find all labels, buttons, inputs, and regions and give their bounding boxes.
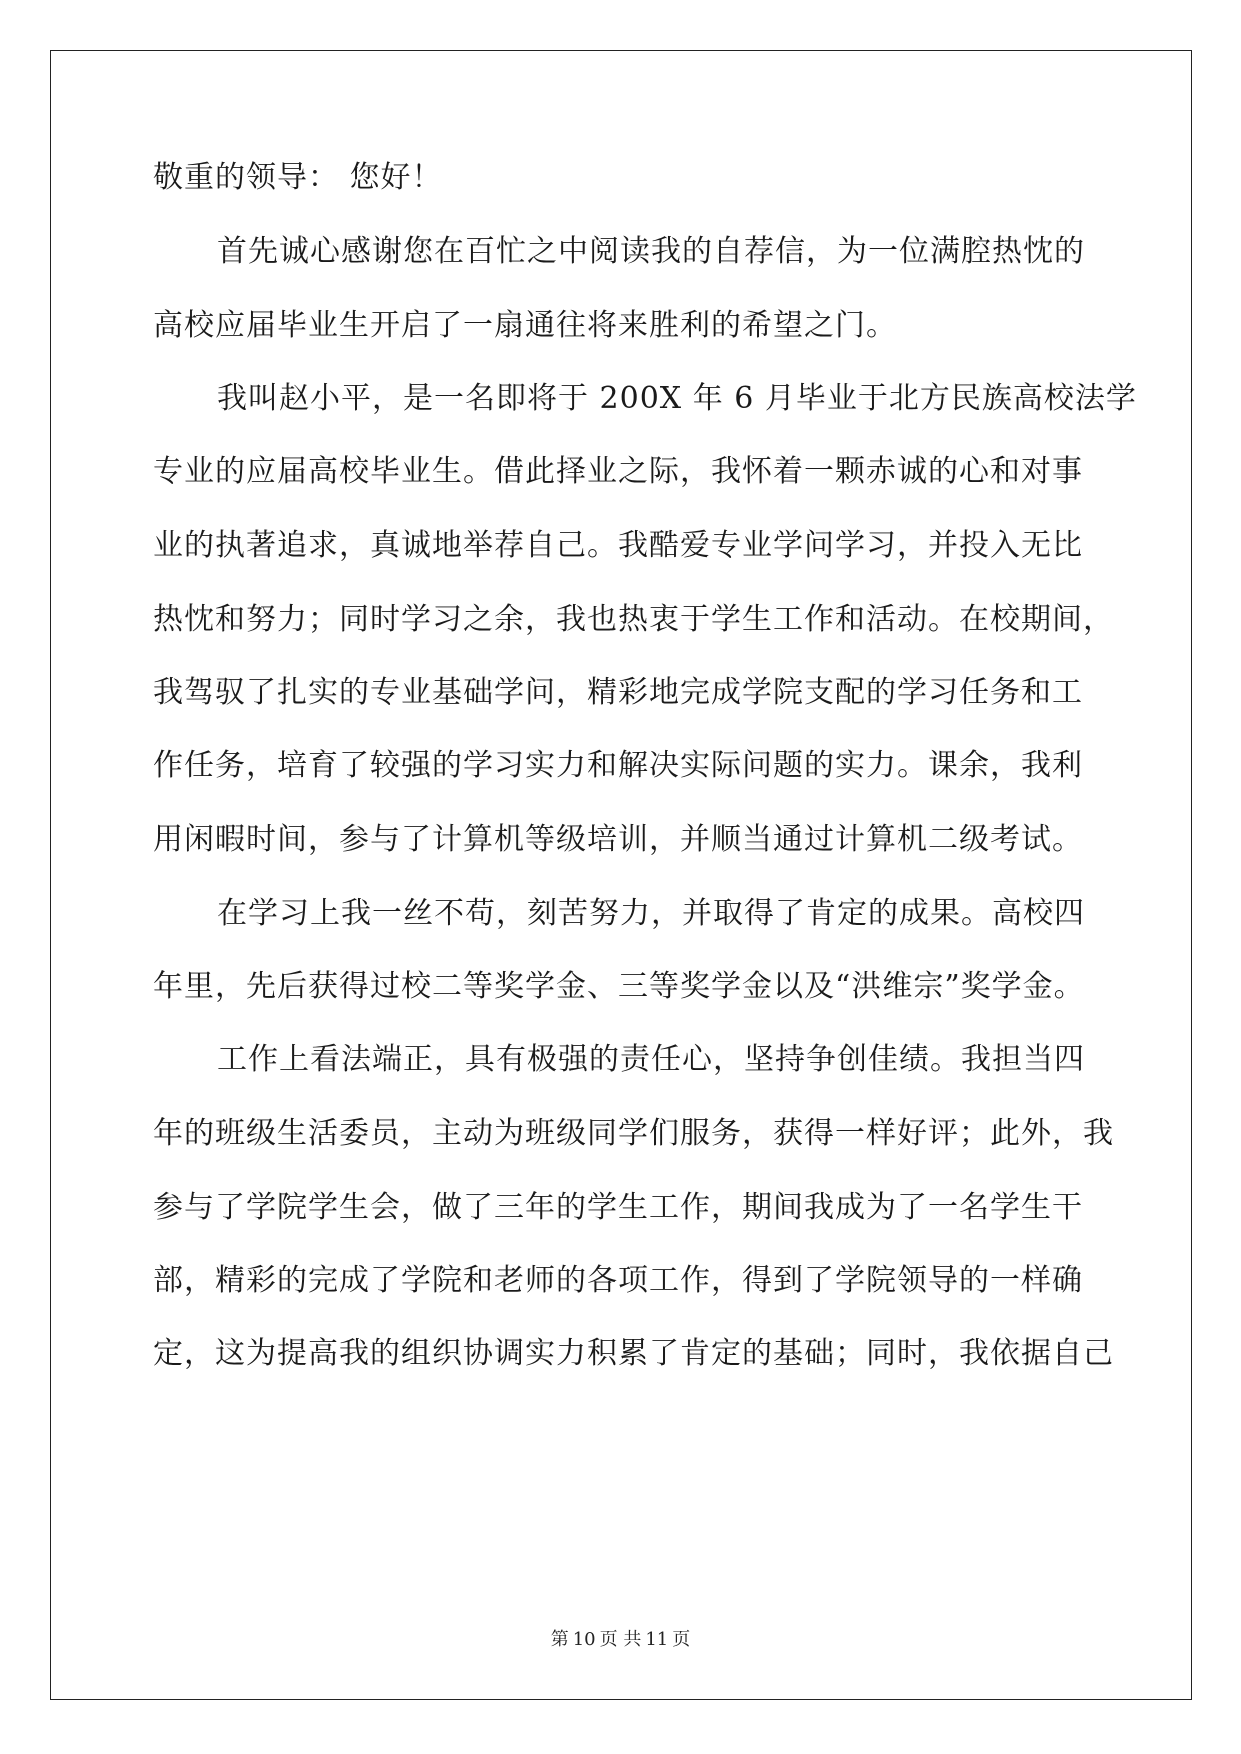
paragraph-line: 部，精彩的完成了学院和老师的各项工作，得到了学院领导的一样确 [153, 1263, 1083, 1298]
paragraph-line: 专业的应届高校毕业生。借此择业之际，我怀着一颗赤诚的心和对事 [153, 454, 1083, 489]
paragraph-line: 高校应届毕业生开启了一扇通往将来胜利的希望之门。 [153, 308, 897, 343]
total-page-number: 11 [645, 1629, 669, 1650]
paragraph-line: 用闲暇时间，参与了计算机等级培训，并顺当通过计算机二级考试。 [153, 822, 1083, 857]
page-mid: 页 共 [599, 1629, 642, 1650]
paragraph-line: 业的执著追求，真诚地举荐自己。我酷爱专业学问学习，并投入无比 [153, 528, 1083, 563]
paragraph-line: 参与了学院学生会，做了三年的学生工作，期间我成为了一名学生干 [153, 1190, 1083, 1225]
paragraph-line: 定，这为提高我的组织协调实力积累了肯定的基础；同时，我依据自己 [153, 1336, 1114, 1371]
salutation: 敬重的领导： 您好！ [153, 160, 443, 195]
paragraph-line: 在学习上我一丝不苟，刻苦努力，并取得了肯定的成果。高校四 [217, 896, 1085, 931]
paragraph-line: 年的班级生活委员，主动为班级同学们服务，获得一样好评；此外，我 [153, 1116, 1114, 1151]
page-number-footer [0, 1628, 1241, 1652]
paragraph-line: 年里，先后获得过校二等奖学金、三等奖学金以及“洪维宗”奖学金。 [153, 969, 1085, 1004]
page-suffix: 页 [672, 1629, 691, 1650]
page-border [50, 50, 1192, 1700]
paragraph-line: 我叫赵小平，是一名即将于 200X 年 6 月毕业于北方民族高校法学 [217, 381, 1137, 416]
current-page-number: 10 [572, 1629, 596, 1650]
paragraph-line: 作任务，培育了较强的学习实力和解决实际问题的实力。课余，我利 [153, 748, 1083, 783]
paragraph-line: 首先诚心感谢您在百忙之中阅读我的自荐信，为一位满腔热忱的 [217, 234, 1085, 269]
paragraph-line: 热忱和努力；同时学习之余，我也热衷于学生工作和活动。在校期间， [153, 602, 1114, 637]
paragraph-line: 我驾驭了扎实的专业基础学问，精彩地完成学院支配的学习任务和工 [153, 675, 1083, 710]
paragraph-line: 工作上看法端正，具有极强的责任心，坚持争创佳绩。我担当四 [217, 1042, 1085, 1077]
page-prefix: 第 [550, 1629, 569, 1650]
